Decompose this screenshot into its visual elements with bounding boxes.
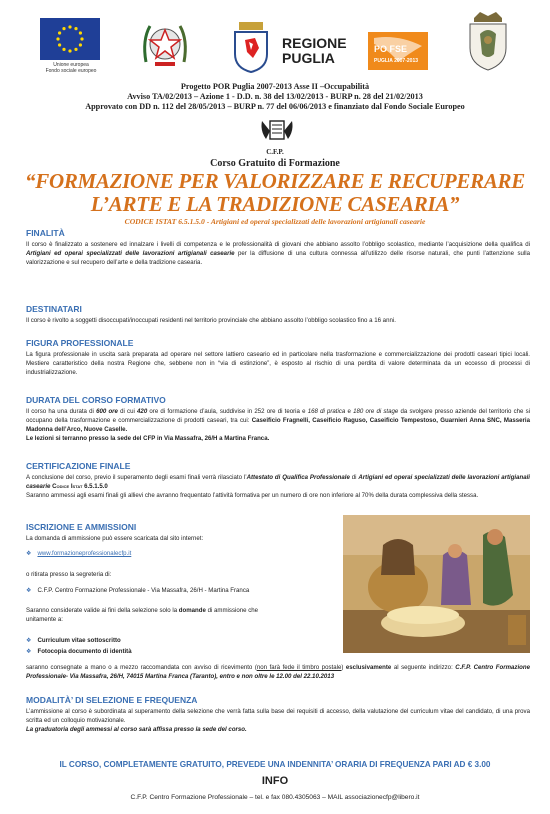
info-title: INFO — [261, 775, 289, 787]
star-wheel-emblem-icon — [140, 18, 190, 70]
website-link[interactable]: www.formazioneprofessionalecfp.it — [37, 550, 132, 557]
cfp-emblem-icon — [258, 117, 296, 145]
eu-flag-logo — [40, 18, 100, 60]
cfp-address: C.F.P. Centro Formazione Professionale - Via Massafra, 26/H - Martina Franca — [37, 587, 250, 594]
finalita-heading: FINALITÀ — [26, 228, 65, 238]
course-title — [0, 170, 550, 216]
codice-istat: CODICE ISTAT 6.5.1.5.0 - Artigiani ed operai specializzati delle lavorazioni artigianali casearie — [124, 217, 426, 226]
eu-caption — [36, 62, 106, 74]
doc-cv: Curriculum vitae sottoscritto — [37, 637, 121, 644]
regione-word: REGIONE — [282, 35, 347, 51]
info-contacts: C.F.P. Centro Formazione Professionale – tel. e fax 080.4305063 – MAIL associazionecfp@libero.it — [130, 794, 420, 801]
bullet-website — [26, 549, 131, 558]
diamond-bullet-icon: ❖ — [26, 550, 32, 557]
coat-of-arms-icon — [462, 10, 514, 72]
po-fse-logo — [368, 32, 428, 70]
cheesemaker-painting — [343, 515, 530, 653]
modalita-heading: MODALITÀ’ DI SELEZIONE E FREQUENZA — [26, 695, 198, 705]
iscrizione-heading: ISCRIZIONE E AMMISSIONI — [26, 522, 137, 532]
figura-heading: FIGURA PROFESSIONALE — [26, 338, 134, 348]
iscrizione-line3: Saranno considerate valide ai fini della selezione solo la domande di ammissione che unitamente a: — [26, 607, 259, 623]
iscrizione-consegna — [26, 661, 530, 681]
durata-text: Il corso ha una durata di 600 ore di cui 420 ore di formazione d’aula, suddivise in 252 ore di teoria e 168 di pratica e 180 ore di stage da svolgere presso aziende del territorio che si occupano della trasformazione e commercializzazione di prodotti caseari, tra cui: Caseificio Fragnelli, Caseificio Raguso, Caseificio Tempestoso, Guarnieri Anna SNC, Masseria Madonna dell’Arco, Nuove Caselle. Le lezioni si terranno presso la sede del CFP in Via Massafra, 26/H a Martina Franca. — [26, 408, 530, 443]
painting-image — [343, 515, 530, 653]
puglia-word: PUGLIA — [282, 50, 335, 66]
italian-republic-emblem — [140, 18, 190, 70]
course-title-line2: L’ARTE E LA TRADIZIONE CASEARIA” — [90, 192, 460, 216]
corso-label: Corso Gratuito di Formazione — [210, 158, 340, 169]
section-iscrizione — [26, 522, 346, 543]
diamond-bullet-icon: ❖ — [26, 587, 32, 594]
bullet-cv — [26, 636, 121, 645]
durata-heading: DURATA DEL CORSO FORMATIVO — [26, 395, 166, 405]
regione-puglia-emblem — [225, 22, 277, 74]
indennita-banner: IL CORSO, COMPLETAMENTE GRATUITO, PREVEDE UNA INDENNITA’ ORARIA DI FREQUENZA PARI AD € 3.00 — [59, 760, 491, 769]
diamond-bullet-icon: ❖ — [26, 648, 32, 655]
certificazione-text: A conclusione del corso, previo il superamento degli esami finali verrà rilasciato l’Attestato di Qualifica Professionale di Artigiani ed operai specializzati delle lavorazioni artigianali casearie Codice Istat 6.5.1.5.0 Saranno ammessi agli esami finali gli allievi che avranno frequentato l’attività formativa per un numero di ore non inferiore al 70% della durata complessiva della stessa. — [26, 474, 530, 500]
bullet-id — [26, 647, 132, 656]
project-header — [0, 82, 550, 112]
finalita-text: Il corso è finalizzato a sostenere ed innalzare i livelli di competenza e le professionalità di giovani che abbiano assolto l’obbligo scolastico, mediante l’acquisizione della qualifica di Artigiani ed operai specializzati delle lavorazioni artigianali casearie per la diffusione di una cultura connessa all’utilizzo delle risorse naturali, che punti l’attenzione sulla valorizzazione e sul recupero dell’arte e della tradizione casearia. — [26, 241, 530, 267]
section-certificazione — [26, 461, 530, 500]
municipal-coat-of-arms — [462, 10, 514, 72]
eu-stars-icon — [40, 18, 100, 60]
project-line: Progetto POR Puglia 2007-2013 Asse II –Occupabilità — [180, 82, 370, 91]
iscrizione-line2: o ritirata presso la segreteria di: — [26, 571, 112, 578]
approvato-line: Approvato con DD n. 112 del 28/05/2013 – BURP n. 77 del 06/06/2013 e finanziato dal Fondo Sociale Europeo — [85, 102, 465, 111]
doc-id: Fotocopia documento di identità — [37, 648, 132, 655]
destinatari-text: Il corso è rivolto a soggetti disoccupati/inoccupati residenti nel territorio provinciale che abbiano assolto l’obbligo scolastico fino a 16 anni. — [26, 317, 396, 324]
regione-puglia-wordmark — [282, 36, 347, 66]
avviso-line: Avviso TA/02/2013 – Azione 1 - D.D. n. 38 del 13/02/2013 - BURP n. 28 del 21/02/2013 — [127, 92, 423, 101]
iscrizione-line1: La domanda di ammissione può essere scaricata dal sito internet: — [26, 535, 204, 542]
section-destinatari — [26, 304, 530, 325]
section-figura — [26, 338, 530, 377]
cfp-logo — [258, 117, 296, 145]
logo-bar — [0, 0, 550, 80]
po-fse-years: PUGLIA 2007-2013 — [374, 58, 419, 64]
eu-caption-line2: Fondo sociale europeo — [45, 68, 97, 74]
section-modalita — [26, 695, 530, 734]
destinatari-heading: DESTINATARI — [26, 304, 82, 314]
puglia-shield-icon — [225, 22, 277, 74]
course-title-line1: “FORMAZIONE PER VALORIZZARE E RECUPERARE — [25, 169, 525, 193]
po-fse-text: PO FSE — [374, 44, 408, 54]
diamond-bullet-icon: ❖ — [26, 637, 32, 644]
eu-caption-line1: Unione europea — [53, 62, 89, 68]
certificazione-heading: CERTIFICAZIONE FINALE — [26, 461, 131, 471]
figura-text: La figura professionale in uscita sarà preparata ad operare nel settore lattiero caseario ed in particolare nella trasformazione e commercializzazione dei prodotti caseari tipici locali. Mestiere caratteristico della nostra Regione che, sebbene non in “via di estinzione”, è esposto al rischio di una perdita di valore determinata da un eccesso di processi di industrializzazione. — [26, 351, 530, 377]
modalita-text: L’ammissione al corso è subordinata al superamento della selezione che verrà fatta sulla base dei requisiti di accesso, della valutazione del curriculum vitae del candidato, di una prova scritta ed un colloquio motivazionale. La graduatoria degli ammessi al corso sarà affissa presso la sede del corso. — [26, 708, 530, 734]
section-finalita — [26, 228, 530, 267]
consegna-text: saranno consegnate a mano o a mezzo raccomandata con avviso di ricevimento (non farà fede il timbro postale) esclusivamente al seguente indirizzo: C.F.P. Centro Formazione Professionale- Via Massafra, 26/H, 74015 Martina Franca (Taranto), entro e non oltre le 12.00 del 22.10.2013 — [26, 664, 530, 681]
section-durata — [26, 395, 530, 443]
cfp-label: C.F.P. — [266, 148, 284, 156]
bullet-address — [26, 586, 249, 595]
